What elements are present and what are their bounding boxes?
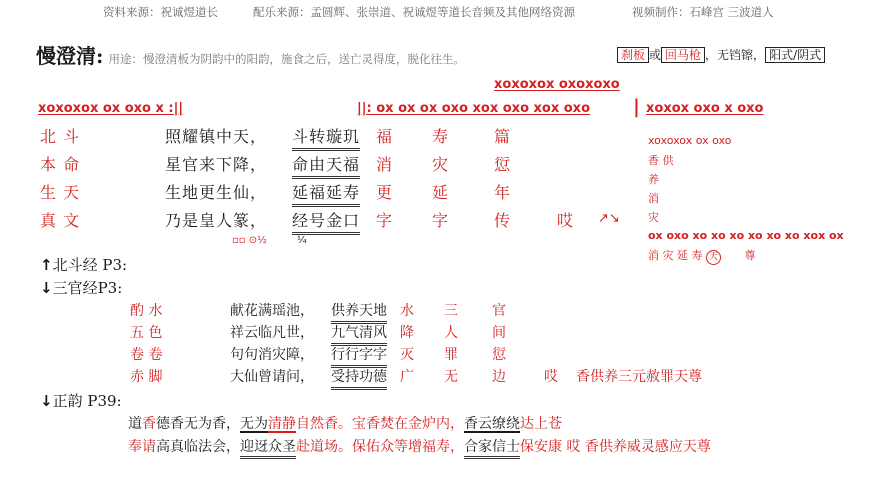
- separator-text: ，无铛镲，: [705, 48, 766, 62]
- credits-video: 视频制作：石峰宫 三波道人: [632, 5, 774, 19]
- v2-row4-c3: 边: [492, 369, 506, 385]
- side-line-1: xoxoxox ox oxo: [648, 134, 732, 147]
- v2-row4-phrase: 受持功德: [331, 366, 387, 390]
- title-colon: :: [96, 44, 104, 68]
- v2-row3-c2: 罪: [444, 347, 458, 363]
- v3-l1-p3: 德香无为香，: [156, 416, 240, 432]
- v1-row4-label: 真 文: [40, 211, 81, 230]
- v1-row2-c2: 灾: [432, 155, 450, 174]
- or-text: 或: [649, 48, 662, 62]
- v2-row4-text: 大仙曾请问，: [230, 369, 314, 385]
- v1-row3-phrase: 延福延寿: [292, 180, 360, 207]
- v2-row4-tail: 香供养三元赦罪天尊: [576, 369, 702, 385]
- down-arrow-icon: ↓: [40, 392, 53, 410]
- v2-row3-c3: 愆: [492, 347, 506, 363]
- credits-music: 配乐来源：孟圆辉、张崇道、祝诚煜等道长音频及其他网络资源: [253, 5, 575, 19]
- v3-l1-p1: 道: [128, 416, 142, 432]
- v3-l2-p2: 高真临法会，: [156, 439, 240, 455]
- box-yang-yin: 阳式/阴式: [765, 47, 825, 63]
- v2-row1-c2: 三: [444, 303, 458, 319]
- rhythm-top-right: xoxoxox oxoxoxo: [494, 77, 620, 92]
- notation-marks: ▫▫ ⊙½: [232, 235, 267, 246]
- arrows-icon: ↗↘: [598, 211, 620, 226]
- v2-row2-c1: 降: [400, 325, 414, 341]
- v3-l1-p9: 达上苍: [520, 416, 562, 432]
- v1-row4-c2: 字: [432, 211, 450, 230]
- v1-row2-c3: 愆: [494, 155, 512, 174]
- ref-zhengyun-text: 正韵 P39:: [52, 392, 122, 410]
- rhythm-line-left: xoxoxox ox oxo x :||: [38, 101, 184, 116]
- side-line-2: 香 供: [648, 154, 674, 167]
- v1-row2-label: 本 命: [40, 155, 81, 174]
- v2-row1-c3: 官: [492, 303, 506, 319]
- side-line-3: 养: [648, 173, 659, 186]
- side-line-4: 消: [648, 192, 659, 205]
- v1-row1-label: 北 斗: [40, 127, 81, 146]
- v3-l1-p5: 清静: [268, 416, 296, 432]
- header: [36, 40, 465, 69]
- v2-row3-label: 卷 卷: [130, 347, 163, 363]
- v2-row2-label: 五 色: [130, 325, 163, 341]
- v2-row2-c2: 人: [444, 325, 458, 341]
- side-line-6: ox oxo xo xo xo xo xo xo xox ox: [648, 229, 844, 242]
- v1-row1-c2: 寿: [432, 127, 450, 146]
- v3-l2-p3: 迎迓众圣: [240, 439, 296, 459]
- v3-line1: [128, 413, 562, 433]
- v1-row2-c1: 消: [376, 155, 394, 174]
- v2-row1-label: 酌 水: [130, 303, 163, 319]
- side-line-7-text: 消 灾 延 寿: [648, 249, 703, 262]
- rhythm-bar: |: [633, 96, 640, 118]
- v2-row1-phrase: 供养天地: [331, 300, 387, 324]
- v3-l1-p8: 香云缭绕: [464, 416, 520, 432]
- v1-row1-c3: 篇: [494, 127, 512, 146]
- style-options: [617, 46, 825, 63]
- v3-l2-p1: 奉请: [128, 439, 156, 455]
- ref-zhengyun: [40, 390, 122, 411]
- v1-row2-text: 星官来下降，: [165, 155, 268, 174]
- v3-l2-p6: 保安康 哎 香供养威灵感应天尊: [520, 439, 711, 455]
- v1-row3-c2: 延: [432, 183, 450, 202]
- v3-l2-p5: 合家信士: [464, 439, 520, 459]
- v1-row1-text: 照耀镇中天，: [165, 127, 268, 146]
- v3-line2: [128, 436, 711, 456]
- v1-row1-c1: 福: [376, 127, 394, 146]
- v1-row1-phrase: 斗转璇玑: [292, 124, 360, 151]
- v3-l1-p6: 自然: [296, 416, 324, 432]
- up-arrow-icon: ↑: [40, 256, 53, 274]
- v2-row4-ai: 哎: [544, 369, 558, 385]
- v2-row4-label: 赤 脚: [130, 369, 163, 385]
- ref-sanguan-text: 三官经P3:: [52, 279, 123, 297]
- v2-row4-c2: 无: [444, 369, 458, 385]
- v2-row3-c1: 灭: [400, 347, 414, 363]
- v2-row2-c3: 间: [492, 325, 506, 341]
- v3-l2-p4: 赴道场。保佑众等增福寿，: [296, 439, 464, 455]
- box-chaban: 刹板: [617, 47, 649, 63]
- down-arrow-icon: ↓: [40, 279, 53, 297]
- v2-row1-c1: 水: [400, 303, 414, 319]
- side-line-7: [648, 247, 756, 265]
- v2-row1-text: 献花满瑶池，: [230, 303, 314, 319]
- v1-row4-ai: 哎: [557, 211, 575, 230]
- v3-l1-p2: 香: [142, 416, 156, 432]
- v2-row4-c1: 广: [400, 369, 414, 385]
- v1-row4-phrase: 经号金口: [292, 208, 360, 235]
- notation-quarter: ¼: [297, 235, 307, 246]
- v1-row3-text: 生地更生仙，: [165, 183, 268, 202]
- rhythm-line-right: xoxox oxo x oxo: [646, 101, 764, 116]
- side-line-5: 灾: [648, 211, 659, 224]
- v1-row4-text: 乃是皇人篆，: [165, 211, 268, 230]
- ref-beidou-text: 北斗经 P3:: [52, 256, 128, 274]
- circled-tian-icon: 天: [706, 250, 721, 265]
- v1-row4-c1: 字: [376, 211, 394, 230]
- box-huimaqiang: 回马枪: [661, 47, 705, 63]
- v3-l1-p4: 无为: [240, 416, 268, 432]
- v2-row2-text: 祥云临凡世，: [230, 325, 314, 341]
- v2-row3-phrase: 行行字字: [331, 344, 387, 368]
- side-line-7-end: 尊: [744, 249, 756, 262]
- rhythm-line-mid: ||: ox ox ox oxo xox oxo xox oxo: [357, 101, 590, 116]
- v1-row3-label: 生 天: [40, 183, 81, 202]
- v2-row3-text: 句句消灾障，: [230, 347, 314, 363]
- usage-description: 用途：慢澄清板为阴韵中的阳韵，施食之后，送亡灵得度，脱化往生。: [108, 52, 465, 66]
- v2-row2-phrase: 九气清风: [331, 322, 387, 346]
- credits-source: 资料来源：祝诚煜道长: [103, 5, 218, 19]
- v1-row3-c3: 年: [494, 183, 512, 202]
- page-title: 慢澄清: [36, 44, 96, 68]
- ref-sanguan: [40, 277, 122, 298]
- ref-beidou: [40, 254, 127, 275]
- v1-row2-phrase: 命由天福: [292, 152, 360, 179]
- v3-l1-p7: 香。宝香焚在金炉内，: [324, 416, 464, 432]
- v1-row4-c3: 传: [494, 211, 512, 230]
- v1-row3-c1: 更: [376, 183, 394, 202]
